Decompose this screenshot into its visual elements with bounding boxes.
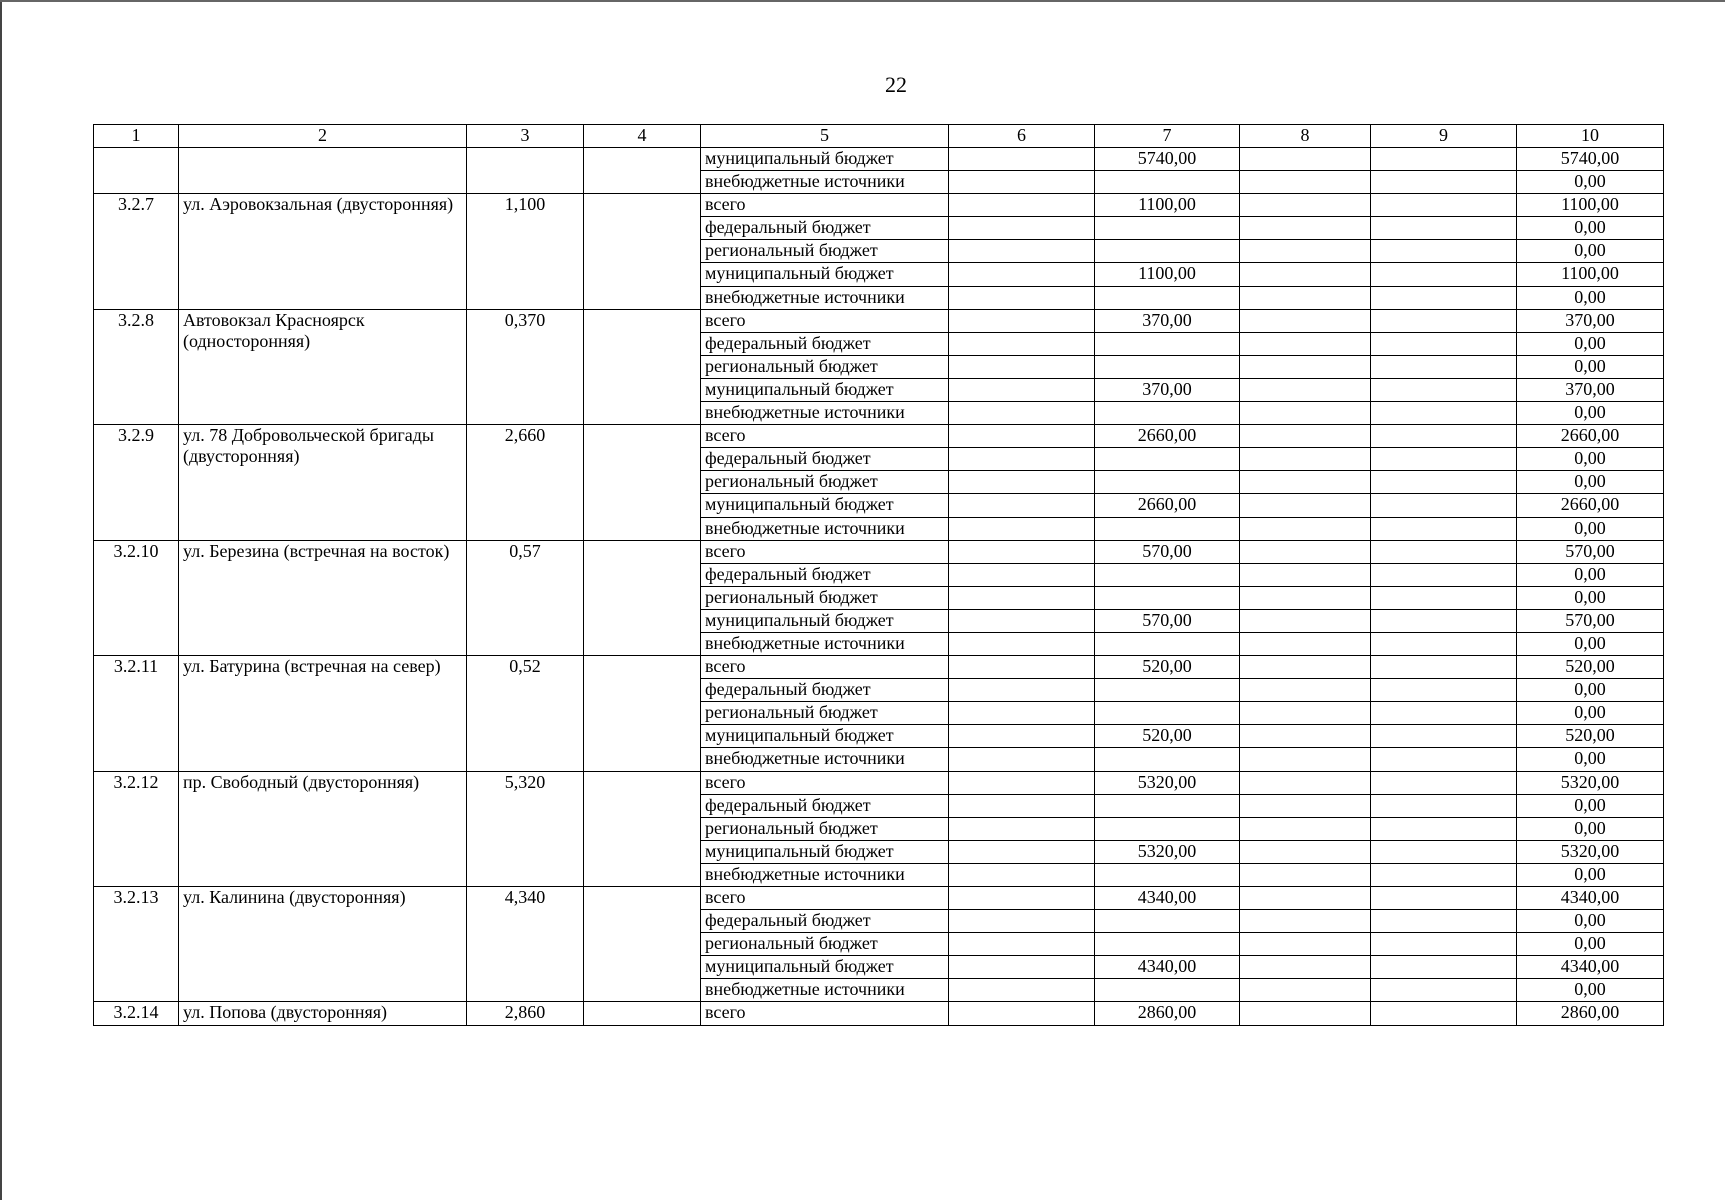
column-8-cell	[1240, 332, 1371, 355]
column-7-value: 5320,00	[1095, 771, 1240, 794]
column-7-value: 5320,00	[1095, 840, 1240, 863]
column-6-cell	[949, 840, 1095, 863]
column-10-value: 0,00	[1517, 910, 1664, 933]
column-4-cell	[584, 771, 701, 886]
column-9-cell	[1371, 217, 1517, 240]
column-7-value	[1095, 355, 1240, 378]
column-10-value: 0,00	[1517, 863, 1664, 886]
column-7-value	[1095, 332, 1240, 355]
column-9-cell	[1371, 956, 1517, 979]
funding-source-cell: внебюджетные источники	[701, 171, 949, 194]
funding-source-cell: муниципальный бюджет	[701, 378, 949, 401]
item-length: 2,860	[467, 1002, 584, 1025]
column-9-cell	[1371, 609, 1517, 632]
item-name: ул. Аэровокзальная (двусторонняя)	[179, 194, 467, 309]
item-length: 2,660	[467, 425, 584, 540]
funding-source-cell: всего	[701, 540, 949, 563]
column-6-cell	[949, 240, 1095, 263]
column-9-cell	[1371, 471, 1517, 494]
column-7-value: 2660,00	[1095, 494, 1240, 517]
column-7-value: 570,00	[1095, 540, 1240, 563]
funding-source-cell: всего	[701, 656, 949, 679]
column-9-cell	[1371, 817, 1517, 840]
column-8-cell	[1240, 887, 1371, 910]
column-9-cell	[1371, 910, 1517, 933]
column-4-cell	[584, 309, 701, 424]
column-8-cell	[1240, 840, 1371, 863]
column-9-cell	[1371, 771, 1517, 794]
column-10-value: 2660,00	[1517, 425, 1664, 448]
column-8-cell	[1240, 679, 1371, 702]
column-9-cell	[1371, 632, 1517, 655]
column-6-cell	[949, 817, 1095, 840]
column-9-cell	[1371, 863, 1517, 886]
funding-source-cell: региональный бюджет	[701, 471, 949, 494]
column-6-cell	[949, 910, 1095, 933]
column-10-value: 0,00	[1517, 517, 1664, 540]
table-row	[94, 887, 1664, 910]
column-header: 1	[94, 125, 179, 148]
item-name-cell	[179, 148, 467, 194]
item-name: ул. Березина (встречная на восток)	[179, 540, 467, 655]
item-number: 3.2.14	[94, 1002, 179, 1025]
column-9-cell	[1371, 840, 1517, 863]
funding-source-cell: муниципальный бюджет	[701, 148, 949, 171]
column-10-value: 0,00	[1517, 402, 1664, 425]
column-header: 4	[584, 125, 701, 148]
column-9-cell	[1371, 332, 1517, 355]
column-7-value	[1095, 910, 1240, 933]
column-10-value: 5320,00	[1517, 771, 1664, 794]
funding-source-cell: муниципальный бюджет	[701, 609, 949, 632]
table-row	[94, 1002, 1664, 1025]
column-6-cell	[949, 771, 1095, 794]
item-name: ул. Калинина (двусторонняя)	[179, 887, 467, 1002]
item-length: 0,370	[467, 309, 584, 424]
column-10-value: 0,00	[1517, 355, 1664, 378]
column-6-cell	[949, 402, 1095, 425]
column-4-cell	[584, 540, 701, 655]
column-9-cell	[1371, 933, 1517, 956]
column-header: 3	[467, 125, 584, 148]
column-10-value: 1100,00	[1517, 194, 1664, 217]
column-8-cell	[1240, 956, 1371, 979]
column-8-cell	[1240, 425, 1371, 448]
column-9-cell	[1371, 656, 1517, 679]
funding-source-cell: внебюджетные источники	[701, 632, 949, 655]
column-9-cell	[1371, 240, 1517, 263]
column-10-value: 0,00	[1517, 748, 1664, 771]
column-9-cell	[1371, 448, 1517, 471]
column-9-cell	[1371, 286, 1517, 309]
column-9-cell	[1371, 378, 1517, 401]
column-9-cell	[1371, 679, 1517, 702]
column-6-cell	[949, 979, 1095, 1002]
column-6-cell	[949, 171, 1095, 194]
column-header: 6	[949, 125, 1095, 148]
column-8-cell	[1240, 240, 1371, 263]
item-number: 3.2.10	[94, 540, 179, 655]
column-header: 10	[1517, 125, 1664, 148]
funding-source-cell: федеральный бюджет	[701, 217, 949, 240]
column-6-cell	[949, 471, 1095, 494]
column-7-value: 1100,00	[1095, 263, 1240, 286]
funding-source-cell: всего	[701, 887, 949, 910]
column-6-cell	[949, 332, 1095, 355]
column-7-value: 570,00	[1095, 609, 1240, 632]
column-9-cell	[1371, 309, 1517, 332]
table-row	[94, 771, 1664, 794]
column-6-cell	[949, 448, 1095, 471]
item-name: пр. Свободный (двусторонняя)	[179, 771, 467, 886]
item-name: ул. Батурина (встречная на север)	[179, 656, 467, 771]
column-6-cell	[949, 378, 1095, 401]
item-number-cell	[94, 148, 179, 194]
item-number: 3.2.12	[94, 771, 179, 886]
column-9-cell	[1371, 794, 1517, 817]
column-8-cell	[1240, 586, 1371, 609]
column-10-value: 0,00	[1517, 586, 1664, 609]
column-4-cell	[584, 656, 701, 771]
column-7-value	[1095, 748, 1240, 771]
column-7-value	[1095, 979, 1240, 1002]
funding-source-cell: внебюджетные источники	[701, 748, 949, 771]
column-6-cell	[949, 956, 1095, 979]
column-8-cell	[1240, 609, 1371, 632]
column-6-cell	[949, 425, 1095, 448]
column-9-cell	[1371, 725, 1517, 748]
column-7-value	[1095, 286, 1240, 309]
column-7-value: 2660,00	[1095, 425, 1240, 448]
item-length: 0,57	[467, 540, 584, 655]
column-6-cell	[949, 309, 1095, 332]
column-9-cell	[1371, 171, 1517, 194]
column-7-value	[1095, 702, 1240, 725]
item-number: 3.2.13	[94, 887, 179, 1002]
column-6-cell	[949, 540, 1095, 563]
column-7-value	[1095, 240, 1240, 263]
column-header: 9	[1371, 125, 1517, 148]
column-6-cell	[949, 887, 1095, 910]
column-4-cell	[584, 194, 701, 309]
column-10-value: 1100,00	[1517, 263, 1664, 286]
column-9-cell	[1371, 1002, 1517, 1025]
column-7-value	[1095, 448, 1240, 471]
column-9-cell	[1371, 540, 1517, 563]
column-8-cell	[1240, 702, 1371, 725]
column-10-value: 0,00	[1517, 979, 1664, 1002]
column-9-cell	[1371, 148, 1517, 171]
column-8-cell	[1240, 563, 1371, 586]
column-8-cell	[1240, 656, 1371, 679]
column-8-cell	[1240, 1002, 1371, 1025]
column-8-cell	[1240, 494, 1371, 517]
column-7-value	[1095, 563, 1240, 586]
column-4-cell	[584, 1002, 701, 1025]
funding-source-cell: всего	[701, 1002, 949, 1025]
funding-source-cell: региональный бюджет	[701, 817, 949, 840]
column-10-value: 570,00	[1517, 540, 1664, 563]
column-9-cell	[1371, 425, 1517, 448]
column-6-cell	[949, 794, 1095, 817]
column-7-value	[1095, 517, 1240, 540]
column-8-cell	[1240, 448, 1371, 471]
item-length: 4,340	[467, 887, 584, 1002]
column-7-value	[1095, 632, 1240, 655]
table-row	[94, 425, 1664, 448]
header-row	[94, 125, 1664, 148]
column-8-cell	[1240, 355, 1371, 378]
column-8-cell	[1240, 471, 1371, 494]
column-9-cell	[1371, 887, 1517, 910]
funding-source-cell: внебюджетные источники	[701, 402, 949, 425]
funding-source-cell: региональный бюджет	[701, 702, 949, 725]
column-6-cell	[949, 702, 1095, 725]
column-10-value: 0,00	[1517, 794, 1664, 817]
funding-source-cell: муниципальный бюджет	[701, 263, 949, 286]
column-9-cell	[1371, 748, 1517, 771]
column-7-value	[1095, 863, 1240, 886]
item-number: 3.2.7	[94, 194, 179, 309]
column-6-cell	[949, 725, 1095, 748]
column-7-value	[1095, 817, 1240, 840]
column-8-cell	[1240, 378, 1371, 401]
column-7-value	[1095, 471, 1240, 494]
column-10-value: 0,00	[1517, 448, 1664, 471]
column-10-value: 0,00	[1517, 240, 1664, 263]
column-6-cell	[949, 632, 1095, 655]
column-10-value: 4340,00	[1517, 956, 1664, 979]
funding-source-cell: региональный бюджет	[701, 933, 949, 956]
column-8-cell	[1240, 771, 1371, 794]
column-6-cell	[949, 1002, 1095, 1025]
column-6-cell	[949, 933, 1095, 956]
column-7-value: 520,00	[1095, 656, 1240, 679]
funding-source-cell: внебюджетные источники	[701, 979, 949, 1002]
column-7-value: 4340,00	[1095, 887, 1240, 910]
column-10-value: 0,00	[1517, 286, 1664, 309]
column-7-value	[1095, 794, 1240, 817]
column-6-cell	[949, 517, 1095, 540]
column-6-cell	[949, 609, 1095, 632]
column-8-cell	[1240, 979, 1371, 1002]
column-9-cell	[1371, 563, 1517, 586]
column-8-cell	[1240, 725, 1371, 748]
item-number: 3.2.9	[94, 425, 179, 540]
column-7-value	[1095, 586, 1240, 609]
column-9-cell	[1371, 586, 1517, 609]
page-number: 22	[885, 72, 907, 97]
column-10-value: 370,00	[1517, 309, 1664, 332]
column-8-cell	[1240, 263, 1371, 286]
item-number: 3.2.11	[94, 656, 179, 771]
table-body	[94, 125, 1664, 1026]
column-4-cell	[584, 887, 701, 1002]
column-9-cell	[1371, 263, 1517, 286]
funding-source-cell: региональный бюджет	[701, 586, 949, 609]
table-row	[94, 194, 1664, 217]
funding-source-cell: федеральный бюджет	[701, 910, 949, 933]
item-length: 0,52	[467, 656, 584, 771]
column-8-cell	[1240, 933, 1371, 956]
funding-source-cell: муниципальный бюджет	[701, 494, 949, 517]
funding-source-cell: внебюджетные источники	[701, 517, 949, 540]
column-10-value: 0,00	[1517, 563, 1664, 586]
column-10-value: 570,00	[1517, 609, 1664, 632]
funding-source-cell: внебюджетные источники	[701, 863, 949, 886]
item-name: ул. Попова (двусторонняя)	[179, 1002, 467, 1025]
column-7-value: 370,00	[1095, 309, 1240, 332]
column-8-cell	[1240, 217, 1371, 240]
column-6-cell	[949, 863, 1095, 886]
column-10-value: 0,00	[1517, 171, 1664, 194]
column-8-cell	[1240, 309, 1371, 332]
funding-source-cell: всего	[701, 771, 949, 794]
column-10-value: 0,00	[1517, 217, 1664, 240]
column-8-cell	[1240, 148, 1371, 171]
column-10-value: 520,00	[1517, 656, 1664, 679]
column-8-cell	[1240, 632, 1371, 655]
column-7-value	[1095, 217, 1240, 240]
funding-source-cell: муниципальный бюджет	[701, 725, 949, 748]
item-length: 1,100	[467, 194, 584, 309]
column-8-cell	[1240, 748, 1371, 771]
column-9-cell	[1371, 979, 1517, 1002]
funding-source-cell: федеральный бюджет	[701, 332, 949, 355]
column-8-cell	[1240, 194, 1371, 217]
column-6-cell	[949, 263, 1095, 286]
column-6-cell	[949, 355, 1095, 378]
funding-source-cell: федеральный бюджет	[701, 448, 949, 471]
table-row	[94, 540, 1664, 563]
table-row	[94, 656, 1664, 679]
budget-table	[93, 124, 1664, 1026]
column-10-value: 0,00	[1517, 702, 1664, 725]
column-6-cell	[949, 586, 1095, 609]
column-7-value	[1095, 402, 1240, 425]
item-number: 3.2.8	[94, 309, 179, 424]
table-row	[94, 148, 1664, 171]
column-9-cell	[1371, 494, 1517, 517]
column-4-cell	[584, 148, 701, 194]
column-header: 7	[1095, 125, 1240, 148]
column-10-value: 370,00	[1517, 378, 1664, 401]
funding-source-cell: внебюджетные источники	[701, 286, 949, 309]
column-8-cell	[1240, 817, 1371, 840]
funding-source-cell: муниципальный бюджет	[701, 956, 949, 979]
funding-source-cell: муниципальный бюджет	[701, 840, 949, 863]
column-8-cell	[1240, 540, 1371, 563]
page-edge-top	[0, 0, 1725, 2]
column-10-value: 0,00	[1517, 817, 1664, 840]
column-6-cell	[949, 286, 1095, 309]
column-8-cell	[1240, 402, 1371, 425]
column-7-value	[1095, 679, 1240, 702]
column-7-value	[1095, 171, 1240, 194]
funding-source-cell: федеральный бюджет	[701, 794, 949, 817]
column-8-cell	[1240, 286, 1371, 309]
item-name: Автовокзал Красноярск (односторонняя)	[179, 309, 467, 424]
column-10-value: 4340,00	[1517, 887, 1664, 910]
column-4-cell	[584, 425, 701, 540]
column-6-cell	[949, 563, 1095, 586]
column-6-cell	[949, 194, 1095, 217]
item-name: ул. 78 Добровольческой бригады (двусторонняя)	[179, 425, 467, 540]
column-6-cell	[949, 679, 1095, 702]
column-6-cell	[949, 494, 1095, 517]
column-10-value: 0,00	[1517, 679, 1664, 702]
column-7-value: 520,00	[1095, 725, 1240, 748]
column-9-cell	[1371, 402, 1517, 425]
funding-source-cell: федеральный бюджет	[701, 679, 949, 702]
column-6-cell	[949, 217, 1095, 240]
column-10-value: 0,00	[1517, 933, 1664, 956]
column-7-value: 5740,00	[1095, 148, 1240, 171]
column-8-cell	[1240, 863, 1371, 886]
funding-source-cell: региональный бюджет	[701, 355, 949, 378]
column-header: 8	[1240, 125, 1371, 148]
funding-source-cell: федеральный бюджет	[701, 563, 949, 586]
column-6-cell	[949, 148, 1095, 171]
column-10-value: 2860,00	[1517, 1002, 1664, 1025]
funding-source-cell: всего	[701, 309, 949, 332]
column-10-value: 0,00	[1517, 471, 1664, 494]
column-10-value: 5320,00	[1517, 840, 1664, 863]
funding-source-cell: всего	[701, 194, 949, 217]
funding-source-cell: региональный бюджет	[701, 240, 949, 263]
column-10-value: 0,00	[1517, 332, 1664, 355]
length-cell	[467, 148, 584, 194]
column-7-value	[1095, 933, 1240, 956]
column-10-value: 520,00	[1517, 725, 1664, 748]
column-8-cell	[1240, 517, 1371, 540]
funding-source-cell: всего	[701, 425, 949, 448]
column-9-cell	[1371, 702, 1517, 725]
table-row	[94, 309, 1664, 332]
column-10-value: 0,00	[1517, 632, 1664, 655]
column-6-cell	[949, 748, 1095, 771]
column-7-value: 1100,00	[1095, 194, 1240, 217]
column-9-cell	[1371, 194, 1517, 217]
column-header: 2	[179, 125, 467, 148]
column-7-value: 4340,00	[1095, 956, 1240, 979]
column-7-value: 2860,00	[1095, 1002, 1240, 1025]
column-9-cell	[1371, 355, 1517, 378]
column-8-cell	[1240, 171, 1371, 194]
column-8-cell	[1240, 794, 1371, 817]
item-length: 5,320	[467, 771, 584, 886]
column-8-cell	[1240, 910, 1371, 933]
column-9-cell	[1371, 517, 1517, 540]
column-10-value: 2660,00	[1517, 494, 1664, 517]
page-edge	[0, 0, 2, 1200]
column-6-cell	[949, 656, 1095, 679]
column-10-value: 5740,00	[1517, 148, 1664, 171]
column-7-value: 370,00	[1095, 378, 1240, 401]
column-header: 5	[701, 125, 949, 148]
